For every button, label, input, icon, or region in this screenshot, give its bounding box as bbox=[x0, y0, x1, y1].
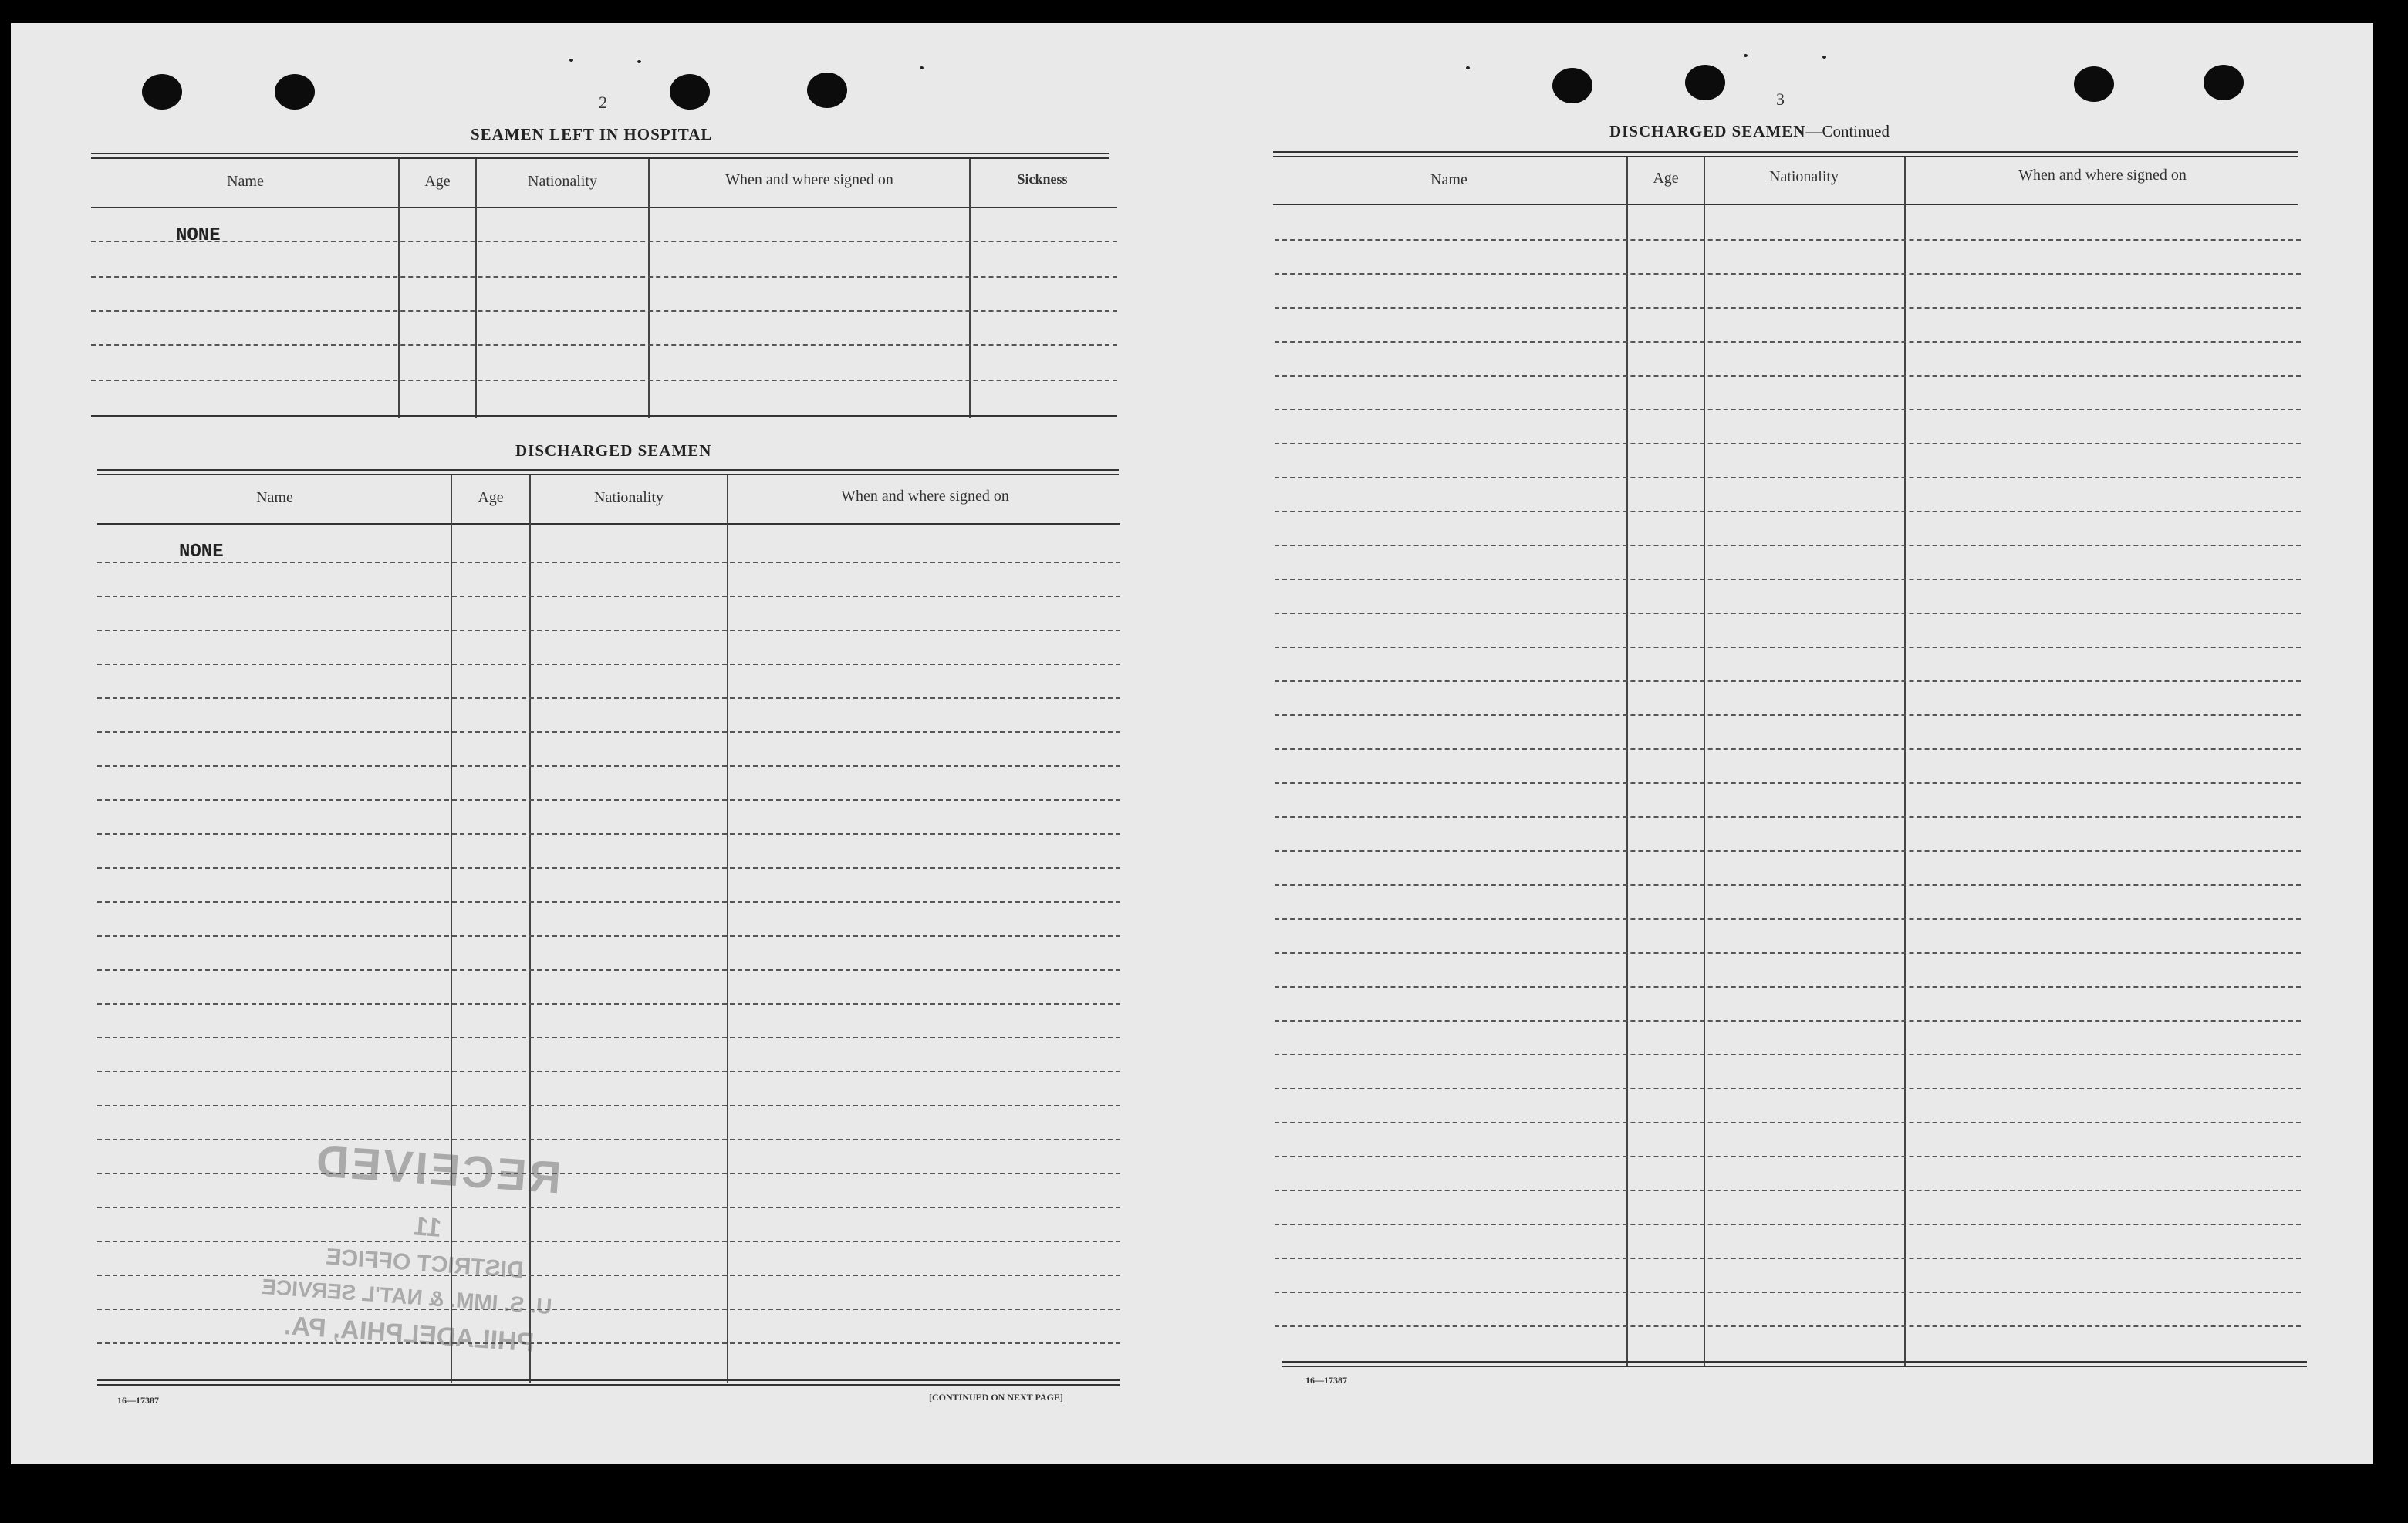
ruled-line bbox=[1275, 647, 2301, 648]
ruled-line bbox=[1275, 307, 2301, 309]
ruled-line bbox=[97, 1139, 1120, 1140]
ink-speck bbox=[1466, 66, 1470, 69]
page-number-right: 3 bbox=[1776, 89, 1785, 109]
ruled-line bbox=[97, 935, 1120, 937]
discharged-bottom-rule bbox=[97, 1379, 1120, 1381]
ruled-line bbox=[1275, 918, 2301, 920]
ink-speck bbox=[637, 60, 641, 63]
right-bottom-rule bbox=[1282, 1361, 2307, 1363]
ruled-line bbox=[1275, 1020, 2301, 1022]
ruled-line bbox=[97, 1241, 1120, 1242]
ruled-line bbox=[91, 241, 1117, 242]
discharged-header-rule bbox=[97, 523, 1120, 525]
ink-speck bbox=[1822, 56, 1826, 59]
ruled-line bbox=[1275, 1258, 2301, 1259]
ruled-line bbox=[97, 867, 1120, 869]
right-header-rule bbox=[1273, 204, 2298, 205]
ruled-line bbox=[97, 1071, 1120, 1072]
discharged-continued-title-main: DISCHARGED SEAMEN bbox=[1609, 122, 1806, 140]
hospital-col-signed-on: When and where signed on bbox=[725, 171, 893, 188]
form-number-left: 16—17387 bbox=[117, 1395, 159, 1406]
ruled-line bbox=[97, 799, 1120, 801]
ruled-line bbox=[97, 765, 1120, 767]
ruled-line bbox=[1275, 952, 2301, 954]
right-col-name: Name bbox=[1430, 171, 1467, 188]
ruled-line bbox=[1275, 1088, 2301, 1089]
ruled-line bbox=[1275, 443, 2301, 444]
discharged-col-name: Name bbox=[256, 489, 293, 506]
ruled-line bbox=[1275, 680, 2301, 682]
ruled-line bbox=[91, 310, 1117, 312]
hospital-col-nationality: Nationality bbox=[528, 173, 597, 190]
right-col-divider bbox=[1626, 157, 1628, 1366]
ruled-line bbox=[97, 1105, 1120, 1106]
ruled-line bbox=[97, 596, 1120, 597]
ink-speck bbox=[569, 59, 573, 62]
ruled-line bbox=[1275, 1292, 2301, 1293]
discharged-section-title: DISCHARGED SEAMEN bbox=[515, 441, 712, 460]
ruled-line bbox=[1275, 884, 2301, 886]
discharged-continued-title bbox=[1609, 122, 1890, 141]
ruled-line bbox=[97, 1037, 1120, 1038]
ruled-line bbox=[1275, 545, 2301, 546]
hospital-header-rule bbox=[91, 207, 1117, 208]
ruled-line bbox=[97, 1003, 1120, 1005]
discharged-top-rule-2 bbox=[97, 474, 1119, 475]
hospital-bottom-rule bbox=[91, 415, 1117, 417]
ruled-line bbox=[1275, 1156, 2301, 1157]
punch-hole bbox=[1685, 65, 1725, 100]
discharged-bottom-rule-2 bbox=[97, 1384, 1120, 1386]
right-top-rule bbox=[1273, 151, 2298, 153]
ruled-line bbox=[97, 969, 1120, 971]
continued-note: [CONTINUED ON NEXT PAGE] bbox=[929, 1392, 1063, 1403]
stamp-line: RECEIVED bbox=[312, 1136, 563, 1204]
ruled-line bbox=[91, 380, 1117, 381]
punch-hole bbox=[275, 74, 315, 110]
hospital-top-rule bbox=[91, 153, 1109, 154]
ruled-line bbox=[1275, 986, 2301, 988]
page-number-left: 2 bbox=[599, 93, 607, 112]
ruled-line bbox=[97, 1309, 1120, 1310]
ink-speck bbox=[1744, 54, 1748, 57]
ruled-line bbox=[97, 697, 1120, 699]
discharged-top-rule bbox=[97, 469, 1119, 471]
ruled-line bbox=[1275, 1122, 2301, 1123]
ruled-line bbox=[97, 1207, 1120, 1208]
ruled-line bbox=[1275, 1224, 2301, 1225]
discharged-col-age: Age bbox=[478, 489, 504, 506]
ruled-line bbox=[97, 1275, 1120, 1276]
ruled-line bbox=[97, 1173, 1120, 1174]
ruled-line bbox=[1275, 748, 2301, 750]
right-col-nationality: Nationality bbox=[1769, 168, 1839, 185]
punch-hole bbox=[2074, 66, 2114, 102]
hospital-section-title: SEAMEN LEFT IN HOSPITAL bbox=[471, 125, 713, 144]
hospital-col-age: Age bbox=[424, 173, 451, 190]
punch-hole bbox=[670, 74, 710, 110]
hospital-col-name: Name bbox=[227, 173, 264, 190]
discharged-entry-none: NONE bbox=[179, 542, 224, 562]
ruled-line bbox=[97, 664, 1120, 665]
ruled-line bbox=[1275, 375, 2301, 377]
right-col-divider bbox=[1704, 157, 1705, 1366]
ruled-line bbox=[1275, 341, 2301, 343]
punch-hole bbox=[807, 73, 847, 108]
ink-speck bbox=[920, 66, 924, 69]
right-col-signed-on: When and where signed on bbox=[2018, 167, 2187, 184]
ruled-line bbox=[97, 833, 1120, 835]
stamp-line: PHILADELPHIA, PA. bbox=[283, 1311, 535, 1358]
ruled-line bbox=[1275, 579, 2301, 580]
punch-hole bbox=[2204, 65, 2244, 100]
stamp-line: U. S. IMM. & NAT'L SERVICE bbox=[261, 1274, 553, 1319]
ruled-line bbox=[1275, 782, 2301, 784]
stamp-line: DISTRICT OFFICE bbox=[325, 1244, 525, 1284]
right-col-divider bbox=[1904, 157, 1906, 1366]
ruled-line bbox=[1275, 1325, 2301, 1327]
ruled-line bbox=[1275, 409, 2301, 410]
discharged-col-signed-on: When and where signed on bbox=[841, 488, 1009, 505]
ruled-line bbox=[91, 276, 1117, 278]
ruled-line bbox=[97, 1342, 1120, 1344]
form-number-right: 16—17387 bbox=[1305, 1375, 1347, 1386]
hospital-col-sickness: Sickness bbox=[1017, 171, 1068, 187]
ruled-line bbox=[1275, 273, 2301, 275]
hospital-entry-none: NONE bbox=[176, 225, 221, 246]
right-bottom-rule-2 bbox=[1282, 1366, 2307, 1367]
ruled-line bbox=[1275, 1054, 2301, 1055]
ruled-line bbox=[1275, 850, 2301, 852]
received-stamp bbox=[255, 1124, 563, 1376]
ruled-line bbox=[91, 344, 1117, 346]
hospital-top-rule-2 bbox=[91, 157, 1109, 159]
punch-hole bbox=[142, 74, 182, 110]
ruled-line bbox=[97, 562, 1120, 563]
right-top-rule-2 bbox=[1273, 156, 2298, 157]
discharged-continued-title-sub: —Continued bbox=[1805, 122, 1890, 140]
right-col-age: Age bbox=[1653, 170, 1679, 187]
ruled-line bbox=[1275, 239, 2301, 241]
ruled-line bbox=[1275, 511, 2301, 512]
ruled-line bbox=[97, 901, 1120, 903]
discharged-col-divider bbox=[727, 475, 728, 1383]
ruled-line bbox=[1275, 714, 2301, 716]
stamp-line: 11 bbox=[412, 1211, 443, 1243]
ruled-line bbox=[1275, 613, 2301, 614]
ruled-line bbox=[97, 731, 1120, 733]
ruled-line bbox=[97, 630, 1120, 631]
ruled-line bbox=[1275, 477, 2301, 478]
ruled-line bbox=[1275, 816, 2301, 818]
discharged-col-nationality: Nationality bbox=[594, 489, 664, 506]
ruled-line bbox=[1275, 1190, 2301, 1191]
punch-hole bbox=[1552, 68, 1592, 103]
